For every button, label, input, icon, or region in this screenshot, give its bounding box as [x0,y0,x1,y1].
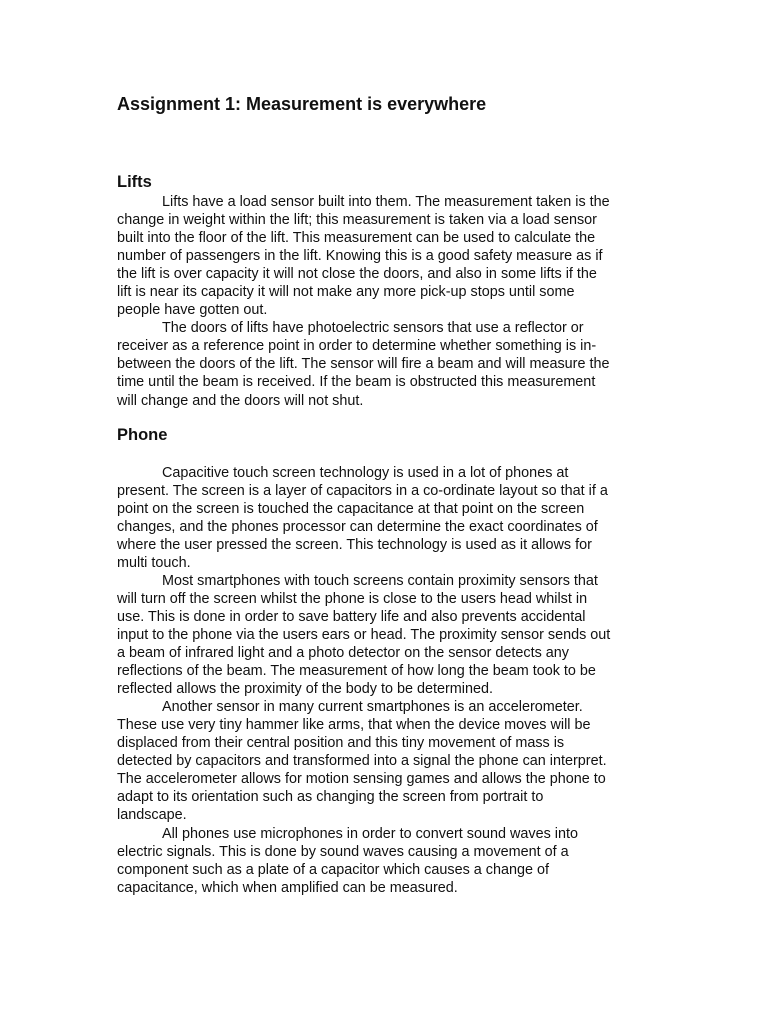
text-line: multi touch. [117,554,191,571]
text-line: input to the phone via the users ears or head. The proximity sensor sends out [117,626,611,643]
text-line: Capacitive touch screen technology is used in a lot of phones at [162,464,569,481]
text-line: use. This is done in order to save battery life and also prevents accidental [117,608,586,625]
text-line: time until the beam is received. If the beam is obstructed this measurement [117,374,596,391]
page-title: Assignment 1: Measurement is everywhere [117,94,487,114]
text-line: reflections of the beam. The measurement of how long the beam took to be [117,663,596,680]
text-line: present. The screen is a layer of capacitors in a co-ordinate layout so that if a [117,482,608,499]
text-line: between the doors of the lift. The sensor will fire a beam and will measure the [117,356,610,373]
section-heading-phone: Phone [117,425,168,444]
text-line: receiver as a reference point in order to determine whether something is in- [117,338,597,355]
text-line: Most smartphones with touch screens contain proximity sensors that [162,572,598,589]
paragraph-lifts-load-sensor [117,193,657,319]
text-line: built into the floor of the lift. This measurement can be used to calculate the [117,230,596,247]
text-line: The doors of lifts have photoelectric sensors that use a reflector or [162,320,584,337]
text-line: Another sensor in many current smartphones is an accelerometer. [162,699,583,716]
text-line: detected by capacitors and transformed into a signal the phone can interpret. [117,753,607,770]
text-line: The accelerometer allows for motion sensing games and allows the phone to [117,771,606,788]
text-line: number of passengers in the lift. Knowing this is a good safety measure as if [117,248,603,265]
paragraph-lifts-photoelectric [117,319,657,409]
paragraph-phone-proximity [117,572,657,698]
text-line: These use very tiny hammer like arms, that when the device moves will be [117,717,591,734]
paragraph-phone-touch-screen [117,464,657,572]
text-line: displaced from their central position and this tiny movement of mass is [117,735,565,752]
text-line: adapt to its orientation such as changing the screen from portrait to [117,789,544,806]
text-line: a beam of infrared light and a photo detector on the sensor detects any [117,645,569,662]
text-line: point on the screen is touched the capacitance at that point on the screen [117,500,585,517]
text-line: component such as a plate of a capacitor which causes a change of [117,861,549,878]
section-heading-lifts: Lifts [117,173,152,191]
text-line: All phones use microphones in order to convert sound waves into [162,825,578,842]
text-line: Lifts have a load sensor built into them. The measurement taken is the [162,194,610,210]
text-line: where the user pressed the screen. This technology is used as it allows for [117,536,592,553]
text-line: electric signals. This is done by sound waves causing a movement of a [117,843,569,860]
text-line: reflected allows the proximity of the body to be determined. [117,681,493,698]
text-line: lift is near its capacity it will not make any more pick-up stops until some [117,284,575,301]
text-line: capacitance, which when amplified can be measured. [117,879,458,896]
text-line: will turn off the screen whilst the phone is close to the users head whilst in [117,590,588,607]
text-line: people have gotten out. [117,302,268,319]
text-line: changes, and the phones processor can determine the exact coordinates of [117,518,598,535]
text-line: the lift is over capacity it will not close the doors, and also in some lifts if the [117,266,597,283]
text-line: will change and the doors will not shut. [117,392,364,409]
paragraph-phone-accelerometer [117,698,657,824]
text-line: change in weight within the lift; this measurement is taken via a load sensor [117,212,597,229]
paragraph-phone-microphones [117,825,657,897]
text-line: landscape. [117,807,187,824]
document-page [117,88,657,897]
